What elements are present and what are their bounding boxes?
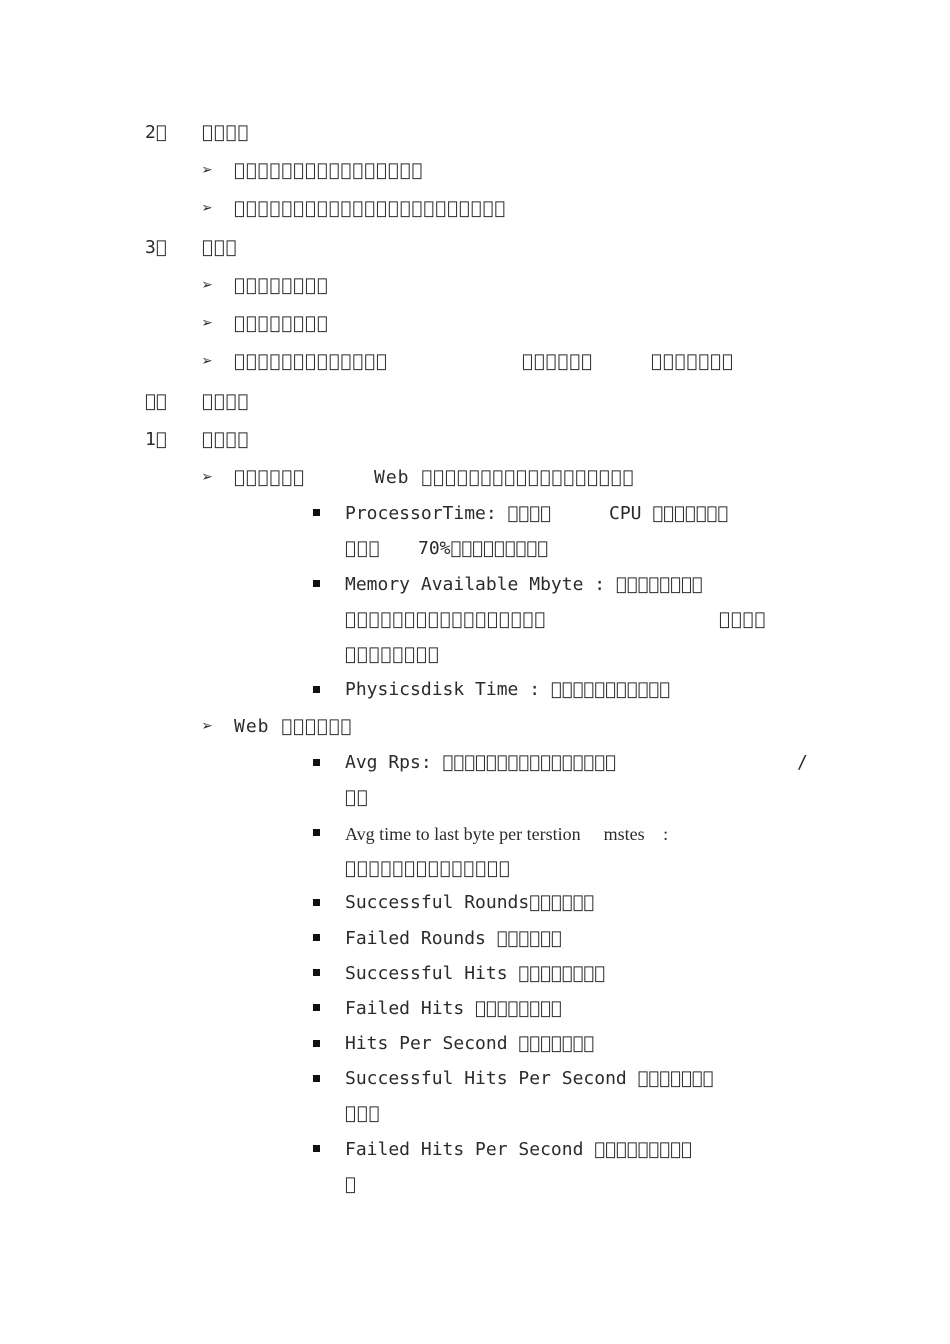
square-bullet-icon	[313, 934, 320, 941]
arrow-item-text:         	[234, 275, 329, 296]
section-title:     	[202, 391, 250, 412]
arrow-bullet-icon: ➢	[202, 198, 213, 219]
arrow-item-text:              	[234, 351, 388, 372]
square-bullet-icon	[313, 759, 320, 766]
bullet-text: Successful Hits         	[345, 963, 606, 984]
square-bullet-icon	[313, 969, 320, 976]
bullet-text: Memory Available Mbyte :         	[345, 574, 703, 595]
bullet-text: Avg time to last byte per terstion   mstes  :	[345, 824, 669, 844]
section-number:   	[145, 391, 167, 412]
bullet-text: Failed Hits Per Second          	[345, 1139, 692, 1160]
bullet-text-fragment: CPU        	[609, 503, 729, 524]
bullet-text-continuation:   	[345, 787, 369, 808]
arrow-item-text-fragment:       	[522, 351, 594, 372]
arrow-bullet-icon: ➢	[202, 313, 213, 334]
bullet-text-fragment:     	[719, 609, 767, 630]
bullet-text: Failed Rounds       	[345, 928, 562, 949]
arrow-bullet-icon: ➢	[202, 275, 213, 296]
bullet-text: ProcessorTime:     	[345, 503, 551, 524]
bullet-text: Successful Hits Per Second        	[345, 1068, 714, 1089]
square-bullet-icon	[313, 1075, 320, 1082]
bullet-text: Failed Hits         	[345, 998, 562, 1019]
section-title-3:    	[202, 237, 238, 258]
bullet-text-continuation:  	[345, 1174, 357, 1195]
square-bullet-icon	[313, 829, 320, 836]
section-number-1: 1 	[145, 429, 167, 450]
arrow-item-text-fragment:        	[651, 351, 734, 372]
arrow-item-text:                        	[234, 198, 507, 219]
arrow-bullet-icon: ➢	[202, 351, 213, 372]
section-title-1:     	[202, 429, 250, 450]
square-bullet-icon	[313, 1145, 320, 1152]
bullet-text-continuation:                  	[345, 609, 547, 630]
bullet-text: Hits Per Second        	[345, 1033, 595, 1054]
bullet-text: Successful Rounds      	[345, 892, 595, 913]
square-bullet-icon	[313, 509, 320, 516]
bullet-text-continuation:    	[345, 1103, 381, 1124]
arrow-item-text:       	[234, 467, 306, 488]
bullet-text-continuation:    	[345, 538, 381, 559]
arrow-item-text: Web       	[234, 716, 353, 737]
square-bullet-icon	[313, 1040, 320, 1047]
arrow-item-text:                 	[234, 160, 424, 181]
bullet-text-continuation:         	[345, 644, 440, 665]
section-title-2:     	[202, 122, 250, 143]
bullet-text: Physicsdisk Time :            	[345, 679, 671, 700]
square-bullet-icon	[313, 1004, 320, 1011]
bullet-text-continuation: 70%         	[418, 538, 549, 559]
square-bullet-icon	[313, 899, 320, 906]
bullet-text-continuation:               	[345, 858, 511, 879]
arrow-bullet-icon: ➢	[202, 716, 213, 737]
arrow-bullet-icon: ➢	[202, 160, 213, 181]
square-bullet-icon	[313, 580, 320, 587]
bullet-text: Avg Rps:                 	[345, 752, 616, 773]
section-number-2: 2 	[145, 122, 167, 143]
arrow-item-text-fragment: Web                   	[374, 467, 635, 488]
section-number-3: 3 	[145, 237, 167, 258]
square-bullet-icon	[313, 686, 320, 693]
arrow-item-text:         	[234, 313, 329, 334]
bullet-text-fragment: /	[797, 752, 808, 773]
arrow-bullet-icon: ➢	[202, 467, 213, 488]
